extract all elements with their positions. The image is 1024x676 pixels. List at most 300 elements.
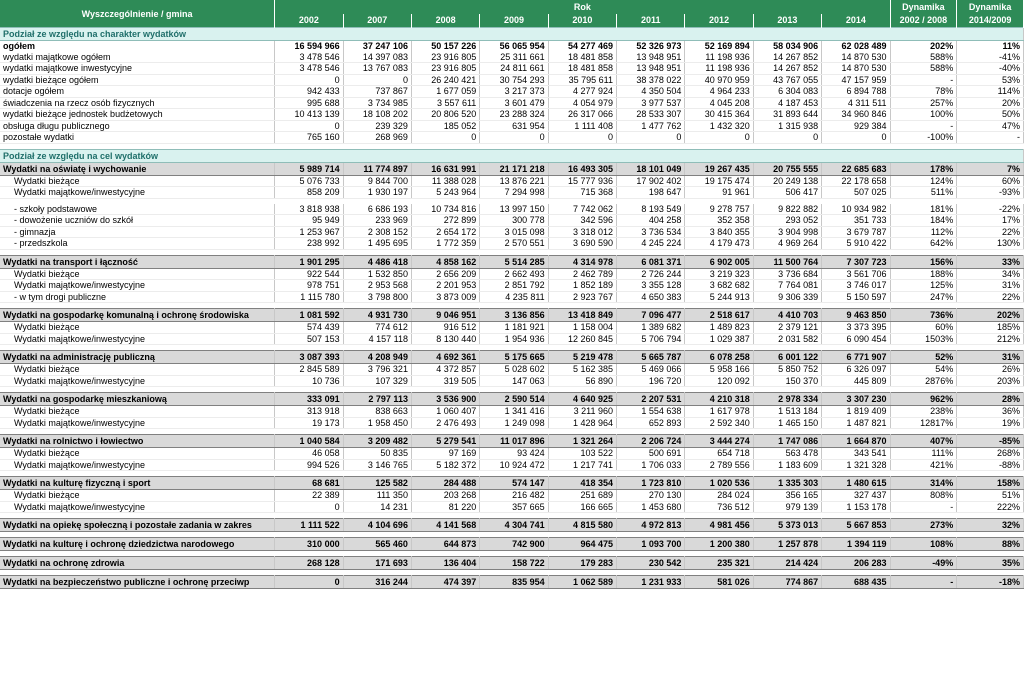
value-cell-2007: 233 969 xyxy=(343,215,411,227)
dynamics-2014-2009-cell: 60% xyxy=(957,175,1024,187)
value-cell-2002: 68 681 xyxy=(275,477,343,490)
table-row xyxy=(0,63,1024,75)
value-cell-2010: 5 219 478 xyxy=(548,351,616,364)
value-cell-2009: 1 249 098 xyxy=(480,417,548,429)
dynamics-2014-2009-cell: 268% xyxy=(957,448,1024,460)
value-cell-2011: 500 691 xyxy=(617,448,685,460)
value-cell-2009: 574 147 xyxy=(480,477,548,490)
value-cell-2014: 3 307 230 xyxy=(822,393,890,406)
value-cell-2012: 5 244 913 xyxy=(685,291,753,303)
value-cell-2009: 13 997 150 xyxy=(480,204,548,215)
value-cell-2012: 654 718 xyxy=(685,448,753,460)
value-cell-2007: 18 108 202 xyxy=(343,109,411,121)
value-cell-2011: 3 355 128 xyxy=(617,280,685,292)
value-cell-2008: 272 899 xyxy=(411,215,479,227)
dynamics-2014-2009-cell: -41% xyxy=(957,52,1024,63)
section-header-row xyxy=(0,28,1024,41)
dynamics-2002-2008-cell: 108% xyxy=(890,538,957,551)
dynamics-2002-2008-cell: - xyxy=(890,120,957,132)
value-cell-2008: 2 656 209 xyxy=(411,268,479,280)
dynamics-2014-2009-cell: 31% xyxy=(957,351,1024,364)
value-cell-2013: 214 424 xyxy=(753,557,821,570)
value-cell-2009: 13 876 221 xyxy=(480,175,548,187)
value-cell-2009: 11 017 896 xyxy=(480,435,548,448)
dynamics-2014-2009-cell: 202% xyxy=(957,309,1024,322)
table-row xyxy=(0,333,1024,345)
value-cell-2008: 50 157 226 xyxy=(411,41,479,52)
value-cell-2011: 5 706 794 xyxy=(617,333,685,345)
row-label: Wydatki majątkowe/inwestycyjne xyxy=(0,280,275,292)
table-row xyxy=(0,97,1024,109)
value-cell-2013: 150 370 xyxy=(753,375,821,387)
value-cell-2011: 17 902 402 xyxy=(617,175,685,187)
table-row xyxy=(0,132,1024,144)
value-cell-2012: 1 432 320 xyxy=(685,120,753,132)
value-cell-2011: 13 948 951 xyxy=(617,63,685,75)
row-label: Wydatki bieżące xyxy=(0,490,275,502)
dynamics-2002-2008-cell: 54% xyxy=(890,364,957,376)
table-row xyxy=(0,406,1024,418)
value-cell-2010: 3 690 590 xyxy=(548,238,616,250)
value-cell-2009: 631 954 xyxy=(480,120,548,132)
value-cell-2012: 1 200 380 xyxy=(685,538,753,551)
table-row xyxy=(0,215,1024,227)
value-cell-2002: 0 xyxy=(275,501,343,513)
value-cell-2010: 1 428 964 xyxy=(548,417,616,429)
value-cell-2010: 3 318 012 xyxy=(548,226,616,238)
value-cell-2014: 3 373 395 xyxy=(822,322,890,334)
row-label: - w tym drogi publiczne xyxy=(0,291,275,303)
value-cell-2014: 6 090 454 xyxy=(822,333,890,345)
value-cell-2012: 2 518 617 xyxy=(685,309,753,322)
value-cell-2007: 1 532 850 xyxy=(343,268,411,280)
table-row xyxy=(0,322,1024,334)
value-cell-2012: 3 682 682 xyxy=(685,280,753,292)
value-cell-2011: 270 130 xyxy=(617,490,685,502)
value-cell-2014: 351 733 xyxy=(822,215,890,227)
value-cell-2009: 93 424 xyxy=(480,448,548,460)
value-cell-2013: 11 500 764 xyxy=(753,255,821,268)
value-cell-2013: 31 893 644 xyxy=(753,109,821,121)
value-cell-2007: 1 495 695 xyxy=(343,238,411,250)
value-cell-2002: 5 989 714 xyxy=(275,162,343,175)
dynamics-2002-2008-cell: 588% xyxy=(890,52,957,63)
header-row-top xyxy=(0,0,1024,14)
value-cell-2014: 0 xyxy=(822,132,890,144)
value-cell-2009: 25 311 661 xyxy=(480,52,548,63)
row-label: Wydatki bieżące xyxy=(0,322,275,334)
value-cell-2002: 507 153 xyxy=(275,333,343,345)
value-cell-2002: 858 209 xyxy=(275,187,343,199)
value-cell-2012: 120 092 xyxy=(685,375,753,387)
total-row xyxy=(0,162,1024,175)
value-cell-2002: 0 xyxy=(275,120,343,132)
dynamics-2002-2008-cell: - xyxy=(890,501,957,513)
row-label: wydatki majątkowe ogółem xyxy=(0,52,275,63)
dynamics-2002-2008-cell: - xyxy=(890,74,957,86)
dynamics-2014-2009-cell: 19% xyxy=(957,417,1024,429)
row-label: Wydatki majątkowe/inwestycyjne xyxy=(0,333,275,345)
value-cell-2007: 4 157 118 xyxy=(343,333,411,345)
dynamics-2014-2009-cell: -18% xyxy=(957,576,1024,589)
value-cell-2007: 1 958 450 xyxy=(343,417,411,429)
value-cell-2008: 3 873 009 xyxy=(411,291,479,303)
row-label: Wydatki na transport i łączność xyxy=(0,255,275,268)
row-label: - przedszkola xyxy=(0,238,275,250)
dynamics-2014-2009-cell: -40% xyxy=(957,63,1024,75)
value-cell-2009: 1 341 416 xyxy=(480,406,548,418)
value-cell-2013: 14 267 852 xyxy=(753,52,821,63)
value-cell-2002: 2 845 589 xyxy=(275,364,343,376)
value-cell-2012: 40 970 959 xyxy=(685,74,753,86)
value-cell-2009: 21 171 218 xyxy=(480,162,548,175)
row-label: - szkoły podstawowe xyxy=(0,204,275,215)
total-row xyxy=(0,477,1024,490)
value-cell-2013: 293 052 xyxy=(753,215,821,227)
value-cell-2014: 6 771 907 xyxy=(822,351,890,364)
row-label: wydatki majątkowe inwestycyjne xyxy=(0,63,275,75)
value-cell-2008: 16 631 991 xyxy=(411,162,479,175)
value-cell-2013: 1 335 303 xyxy=(753,477,821,490)
value-cell-2009: 56 065 954 xyxy=(480,41,548,52)
year-header: 2011 xyxy=(617,14,685,28)
value-cell-2009: 3 136 856 xyxy=(480,309,548,322)
value-cell-2007: 14 231 xyxy=(343,501,411,513)
value-cell-2010: 26 317 066 xyxy=(548,109,616,121)
value-cell-2007: 3 796 321 xyxy=(343,364,411,376)
value-cell-2007: 3 146 765 xyxy=(343,459,411,471)
table-body xyxy=(0,28,1024,589)
total-row xyxy=(0,519,1024,532)
dynamics-2002-2008-cell: 247% xyxy=(890,291,957,303)
section-title: Podział ze względu na charakter wydatków xyxy=(0,28,1024,41)
value-cell-2007: 3 209 482 xyxy=(343,435,411,448)
table-row xyxy=(0,291,1024,303)
value-cell-2014: 22 178 658 xyxy=(822,175,890,187)
value-cell-2002: 1 111 522 xyxy=(275,519,343,532)
value-cell-2010: 0 xyxy=(548,132,616,144)
row-label: pozostałe wydatki xyxy=(0,132,275,144)
value-cell-2012: 9 278 757 xyxy=(685,204,753,215)
value-cell-2014: 1 819 409 xyxy=(822,406,890,418)
value-cell-2012: 3 444 274 xyxy=(685,435,753,448)
value-cell-2009: 3 217 373 xyxy=(480,86,548,98)
value-cell-2013: 774 867 xyxy=(753,576,821,589)
dynamics-2002-2008-cell: 1503% xyxy=(890,333,957,345)
dynamics-2014-2009-cell: 35% xyxy=(957,557,1024,570)
value-cell-2012: 19 267 435 xyxy=(685,162,753,175)
value-cell-2014: 6 894 788 xyxy=(822,86,890,98)
value-cell-2002: 1 081 592 xyxy=(275,309,343,322)
year-header: 2007 xyxy=(343,14,411,28)
value-cell-2008: 8 130 440 xyxy=(411,333,479,345)
value-cell-2007: 4 486 418 xyxy=(343,255,411,268)
dynamics-2014-2009-cell: -22% xyxy=(957,204,1024,215)
value-cell-2009: 147 063 xyxy=(480,375,548,387)
value-cell-2011: 5 469 066 xyxy=(617,364,685,376)
value-cell-2009: 835 954 xyxy=(480,576,548,589)
value-cell-2007: 171 693 xyxy=(343,557,411,570)
value-cell-2002: 922 544 xyxy=(275,268,343,280)
value-cell-2002: 765 160 xyxy=(275,132,343,144)
value-cell-2014: 1 487 821 xyxy=(822,417,890,429)
value-cell-2012: 4 179 473 xyxy=(685,238,753,250)
value-cell-2012: 52 169 894 xyxy=(685,41,753,52)
value-cell-2013: 1 315 938 xyxy=(753,120,821,132)
value-cell-2008: 916 512 xyxy=(411,322,479,334)
dynamics-2002-2008-cell: 257% xyxy=(890,97,957,109)
value-cell-2011: 1 723 810 xyxy=(617,477,685,490)
value-cell-2011: 2 207 531 xyxy=(617,393,685,406)
dynamics-2002-2008-cell: 178% xyxy=(890,162,957,175)
value-cell-2014: 10 934 982 xyxy=(822,204,890,215)
value-cell-2014: 1 480 615 xyxy=(822,477,890,490)
table-row xyxy=(0,120,1024,132)
value-cell-2010: 964 475 xyxy=(548,538,616,551)
total-row xyxy=(0,255,1024,268)
year-header: 2010 xyxy=(548,14,616,28)
value-cell-2010: 2 923 767 xyxy=(548,291,616,303)
dynamics-2002-2008-cell: 112% xyxy=(890,226,957,238)
value-cell-2013: 1 513 184 xyxy=(753,406,821,418)
value-cell-2008: 23 916 805 xyxy=(411,52,479,63)
table-row xyxy=(0,226,1024,238)
dynamics-2014-2009-cell: 203% xyxy=(957,375,1024,387)
value-cell-2011: 3 977 537 xyxy=(617,97,685,109)
value-cell-2011: 198 647 xyxy=(617,187,685,199)
dynamics-2002-2008-cell: 808% xyxy=(890,490,957,502)
value-cell-2012: 581 026 xyxy=(685,576,753,589)
value-cell-2002: 994 526 xyxy=(275,459,343,471)
value-cell-2013: 58 034 906 xyxy=(753,41,821,52)
value-cell-2011: 4 972 813 xyxy=(617,519,685,532)
value-cell-2007: 1 930 197 xyxy=(343,187,411,199)
value-cell-2010: 7 742 062 xyxy=(548,204,616,215)
value-cell-2008: 2 476 493 xyxy=(411,417,479,429)
value-cell-2007: 107 329 xyxy=(343,375,411,387)
row-label: dotacje ogółem xyxy=(0,86,275,98)
value-cell-2008: 185 052 xyxy=(411,120,479,132)
dynamics-2002-2008-cell: 407% xyxy=(890,435,957,448)
value-cell-2002: 3 818 938 xyxy=(275,204,343,215)
dynamics-2002-2008-cell: 156% xyxy=(890,255,957,268)
value-cell-2014: 3 746 017 xyxy=(822,280,890,292)
row-label: obsługa długu publicznego xyxy=(0,120,275,132)
value-cell-2008: 1 772 359 xyxy=(411,238,479,250)
value-cell-2008: 5 279 541 xyxy=(411,435,479,448)
dynamics-1-header-top: Dynamika xyxy=(890,0,957,14)
value-cell-2007: 50 835 xyxy=(343,448,411,460)
value-cell-2008: 3 536 900 xyxy=(411,393,479,406)
value-cell-2002: 310 000 xyxy=(275,538,343,551)
value-cell-2011: 52 326 973 xyxy=(617,41,685,52)
value-cell-2011: 1 477 762 xyxy=(617,120,685,132)
value-cell-2002: 10 736 xyxy=(275,375,343,387)
year-header: 2014 xyxy=(822,14,890,28)
value-cell-2008: 0 xyxy=(411,132,479,144)
value-cell-2010: 4 054 979 xyxy=(548,97,616,109)
value-cell-2002: 3 087 393 xyxy=(275,351,343,364)
value-cell-2010: 103 522 xyxy=(548,448,616,460)
dynamics-2-header-top: Dynamika xyxy=(957,0,1024,14)
dynamics-2014-2009-cell: 222% xyxy=(957,501,1024,513)
row-label: wydatki bieżące ogółem xyxy=(0,74,275,86)
value-cell-2008: 4 141 568 xyxy=(411,519,479,532)
value-cell-2002: 1 040 584 xyxy=(275,435,343,448)
value-cell-2011: 196 720 xyxy=(617,375,685,387)
row-label: Wydatki na bezpieczeństwo publiczne i ochronę przeciwp xyxy=(0,576,275,589)
row-label: Wydatki majątkowe/inwestycyjne xyxy=(0,187,275,199)
total-row xyxy=(0,393,1024,406)
table-row xyxy=(0,52,1024,63)
value-cell-2010: 3 211 960 xyxy=(548,406,616,418)
dynamics-2002-2008-cell: 125% xyxy=(890,280,957,292)
value-cell-2010: 1 062 589 xyxy=(548,576,616,589)
dynamics-2014-2009-cell: 32% xyxy=(957,519,1024,532)
value-cell-2011: 6 081 371 xyxy=(617,255,685,268)
dynamics-2014-2009-cell: 11% xyxy=(957,41,1024,52)
row-label: Wydatki na ochronę zdrowia xyxy=(0,557,275,570)
dynamics-2014-2009-cell: 53% xyxy=(957,74,1024,86)
value-cell-2008: 203 268 xyxy=(411,490,479,502)
value-cell-2013: 1 747 086 xyxy=(753,435,821,448)
row-label: Wydatki na gospodarkę komunalną i ochronę środowiska xyxy=(0,309,275,322)
value-cell-2002: 3 478 546 xyxy=(275,52,343,63)
dynamics-2014-2009-cell: 22% xyxy=(957,226,1024,238)
value-cell-2012: 4 964 233 xyxy=(685,86,753,98)
total-row xyxy=(0,576,1024,589)
value-cell-2008: 11 388 028 xyxy=(411,175,479,187)
dynamics-2002-2008-cell: 238% xyxy=(890,406,957,418)
value-cell-2009: 5 175 665 xyxy=(480,351,548,364)
value-cell-2007: 4 931 730 xyxy=(343,309,411,322)
dynamics-2002-2008-cell: 202% xyxy=(890,41,957,52)
year-header: 2008 xyxy=(411,14,479,28)
value-cell-2010: 166 665 xyxy=(548,501,616,513)
value-cell-2011: 18 101 049 xyxy=(617,162,685,175)
table-row xyxy=(0,109,1024,121)
value-cell-2011: 1 231 933 xyxy=(617,576,685,589)
dynamics-2002-2008-cell: 181% xyxy=(890,204,957,215)
value-cell-2014: 5 150 597 xyxy=(822,291,890,303)
value-cell-2009: 3 601 479 xyxy=(480,97,548,109)
dynamics-2014-2009-cell: 26% xyxy=(957,364,1024,376)
row-label: Wydatki na gospodarkę mieszkaniową xyxy=(0,393,275,406)
dynamics-2014-2009-cell: 20% xyxy=(957,97,1024,109)
value-cell-2002: 16 594 966 xyxy=(275,41,343,52)
value-cell-2014: 1 664 870 xyxy=(822,435,890,448)
value-cell-2014: 1 321 328 xyxy=(822,459,890,471)
row-label: Wydatki majątkowe/inwestycyjne xyxy=(0,501,275,513)
value-cell-2008: 26 240 421 xyxy=(411,74,479,86)
dynamics-2014-2009-cell: - xyxy=(957,132,1024,144)
row-label: Wydatki bieżące xyxy=(0,448,275,460)
value-cell-2008: 2 201 953 xyxy=(411,280,479,292)
dynamics-2014-2009-cell: 28% xyxy=(957,393,1024,406)
dynamics-2014-2009-cell: 22% xyxy=(957,291,1024,303)
value-cell-2008: 644 873 xyxy=(411,538,479,551)
row-label: - dowożenie uczniów do szkół xyxy=(0,215,275,227)
value-cell-2011: 3 736 534 xyxy=(617,226,685,238)
year-header: 2009 xyxy=(480,14,548,28)
value-cell-2008: 9 046 951 xyxy=(411,309,479,322)
value-cell-2008: 474 397 xyxy=(411,576,479,589)
value-cell-2010: 18 481 858 xyxy=(548,63,616,75)
value-cell-2007: 565 460 xyxy=(343,538,411,551)
value-cell-2008: 5 243 964 xyxy=(411,187,479,199)
value-cell-2009: 2 662 493 xyxy=(480,268,548,280)
dynamics-1-header-bottom: 2002 / 2008 xyxy=(890,14,957,28)
total-row xyxy=(0,309,1024,322)
value-cell-2014: 929 384 xyxy=(822,120,890,132)
value-cell-2012: 4 981 456 xyxy=(685,519,753,532)
total-row xyxy=(0,538,1024,551)
row-label: Wydatki majątkowe/inwestycyjne xyxy=(0,459,275,471)
table-row xyxy=(0,490,1024,502)
dynamics-2002-2008-cell: 962% xyxy=(890,393,957,406)
value-cell-2014: 1 394 119 xyxy=(822,538,890,551)
dynamics-2014-2009-cell: 212% xyxy=(957,333,1024,345)
value-cell-2002: 942 433 xyxy=(275,86,343,98)
value-cell-2007: 9 844 700 xyxy=(343,175,411,187)
table-row xyxy=(0,175,1024,187)
value-cell-2009: 158 722 xyxy=(480,557,548,570)
value-cell-2008: 4 692 361 xyxy=(411,351,479,364)
value-cell-2007: 774 612 xyxy=(343,322,411,334)
value-cell-2010: 18 481 858 xyxy=(548,52,616,63)
value-cell-2013: 506 417 xyxy=(753,187,821,199)
value-cell-2012: 352 358 xyxy=(685,215,753,227)
table-row xyxy=(0,501,1024,513)
dynamics-2002-2008-cell: 111% xyxy=(890,448,957,460)
table-row xyxy=(0,187,1024,199)
dynamics-2014-2009-cell: -88% xyxy=(957,459,1024,471)
value-cell-2014: 6 326 097 xyxy=(822,364,890,376)
value-cell-2014: 3 561 706 xyxy=(822,268,890,280)
value-cell-2009: 742 900 xyxy=(480,538,548,551)
value-cell-2013: 4 187 453 xyxy=(753,97,821,109)
dynamics-2002-2008-cell: 12817% xyxy=(890,417,957,429)
value-cell-2011: 1 554 638 xyxy=(617,406,685,418)
value-cell-2007: 13 767 083 xyxy=(343,63,411,75)
table-row xyxy=(0,238,1024,250)
value-cell-2010: 1 217 741 xyxy=(548,459,616,471)
value-cell-2014: 14 870 530 xyxy=(822,63,890,75)
label-column-header: Wyszczególnienie / gmina xyxy=(0,0,275,28)
value-cell-2008: 97 169 xyxy=(411,448,479,460)
table-row xyxy=(0,204,1024,215)
value-cell-2010: 418 354 xyxy=(548,477,616,490)
value-cell-2010: 12 260 845 xyxy=(548,333,616,345)
value-cell-2009: 10 924 472 xyxy=(480,459,548,471)
value-cell-2010: 4 640 925 xyxy=(548,393,616,406)
value-cell-2002: 1 115 780 xyxy=(275,291,343,303)
dynamics-2014-2009-cell: -85% xyxy=(957,435,1024,448)
value-cell-2013: 9 306 339 xyxy=(753,291,821,303)
value-cell-2013: 2 031 582 xyxy=(753,333,821,345)
value-cell-2012: 4 045 208 xyxy=(685,97,753,109)
value-cell-2010: 179 283 xyxy=(548,557,616,570)
value-cell-2007: 2 308 152 xyxy=(343,226,411,238)
value-cell-2011: 2 206 724 xyxy=(617,435,685,448)
dynamics-2002-2008-cell: 184% xyxy=(890,215,957,227)
value-cell-2011: 38 378 022 xyxy=(617,74,685,86)
value-cell-2013: 1 183 609 xyxy=(753,459,821,471)
value-cell-2009: 7 294 998 xyxy=(480,187,548,199)
value-cell-2010: 1 111 408 xyxy=(548,120,616,132)
value-cell-2012: 1 029 387 xyxy=(685,333,753,345)
total-row xyxy=(0,41,1024,52)
